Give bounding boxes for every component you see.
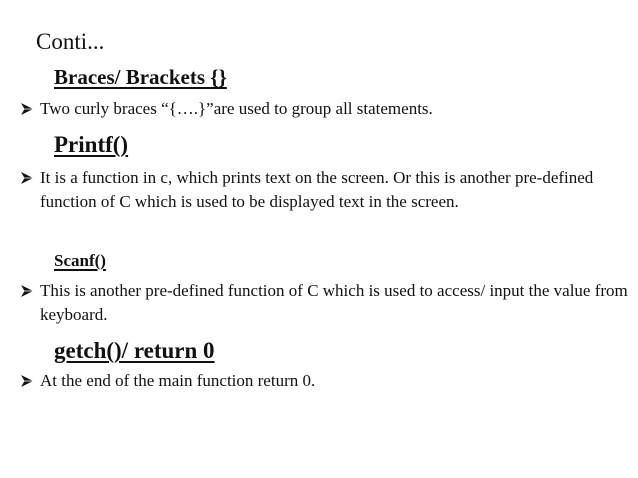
heading-printf: Printf() xyxy=(54,132,129,157)
arrow-bullet-icon xyxy=(20,369,38,393)
heading-braces: Braces/ Brackets {} xyxy=(54,65,227,89)
bullet-braces xyxy=(20,97,630,121)
heading-getch: getch()/ return 0 xyxy=(54,338,215,363)
arrow-bullet-icon xyxy=(20,97,38,121)
arrow-bullet-icon xyxy=(20,279,38,303)
bullet-text: This is another pre-defined function of C which is used to access/ input the value from keyboard. xyxy=(40,281,628,324)
bullet-scanf xyxy=(20,279,630,327)
bullet-text: Two curly braces “{….}”are used to group all statements. xyxy=(40,99,433,118)
heading-scanf: Scanf() xyxy=(54,251,106,270)
slide-title: Conti... xyxy=(36,29,105,54)
bullet-text: At the end of the main function return 0. xyxy=(40,371,316,390)
bullet-printf xyxy=(20,166,630,214)
bullet-getch xyxy=(20,369,630,393)
arrow-bullet-icon xyxy=(20,166,38,190)
bullet-text: It is a function in c, which prints text on the screen. Or this is another pre-defined function of C which is used to be displayed text in the screen. xyxy=(40,168,594,211)
